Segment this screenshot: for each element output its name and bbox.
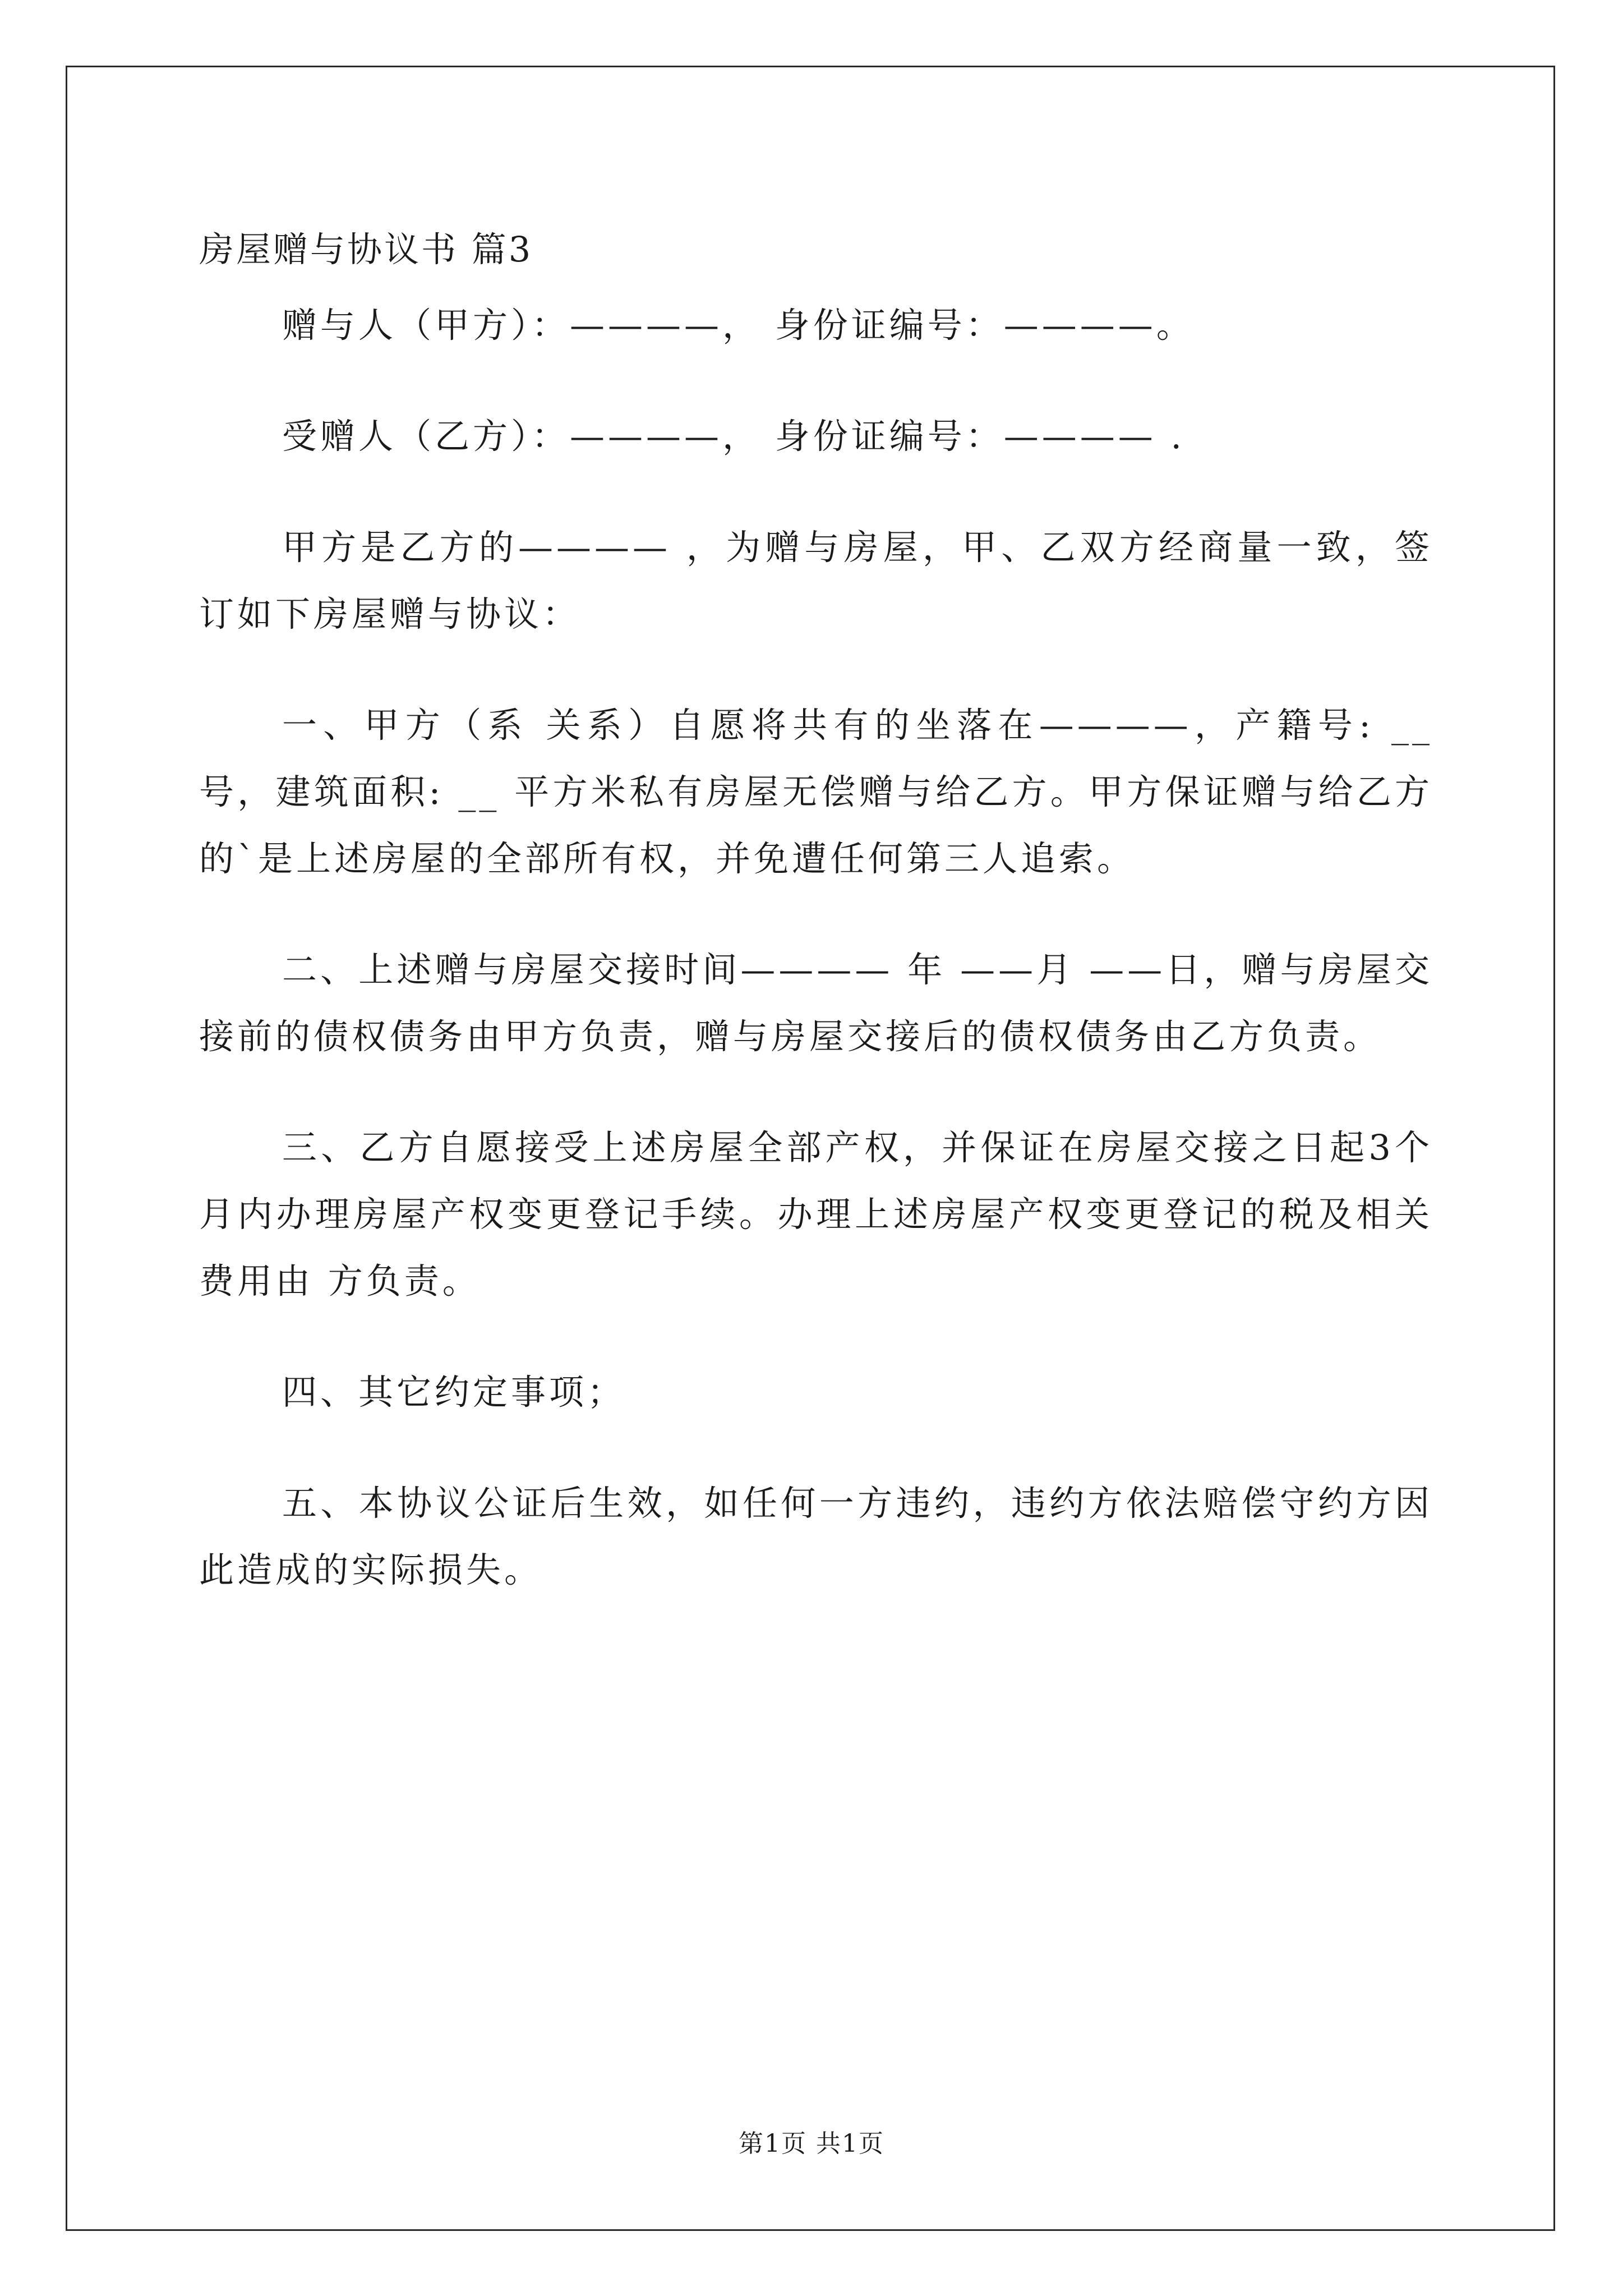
clause-4: 四、其它约定事项； xyxy=(282,1372,626,1412)
paragraph-recipient: 受赠人（乙方）：————， 身份证编号：———— . xyxy=(282,416,1186,457)
clause-5: 五、本协议公证后生效，如任何一方违约，违约方依法赔偿守约方因此造成的实际损失。 xyxy=(199,1483,1433,1590)
document-body xyxy=(199,216,1433,1648)
document-title: 房屋赠与协议书 篇3 xyxy=(199,229,533,270)
clause-3: 三、乙方自愿接受上述房屋全部产权，并保证在房屋交接之日起3个月内办理房屋产权变更登记手续。办理上述房屋产权变更登记的税及相关费用由 方负责。 xyxy=(199,1127,1433,1301)
clause-1: 一、甲方（系 关系）自愿将共有的坐落在————，产籍号: __号，建筑面积: __ 平方米私有房屋无偿赠与给乙方。甲方保证赠与给乙方的`是上述房屋的全部所有权，并免遭任何第三人追索。 xyxy=(199,705,1433,879)
paragraph-intro: 甲方是乙方的———— ，为赠与房屋，甲、乙双方经商量一致，签订如下房屋赠与协议： xyxy=(199,527,1433,634)
page-footer: 第1页 共1页 xyxy=(739,2129,884,2158)
paragraph-donor: 赠与人（甲方）：————， 身份证编号：————。 xyxy=(282,305,1195,346)
clause-2: 二、上述赠与房屋交接时间———— 年 ——月 ——日，赠与房屋交接前的债权债务由甲方负责，赠与房屋交接后的债权债务由乙方负责。 xyxy=(199,949,1433,1057)
